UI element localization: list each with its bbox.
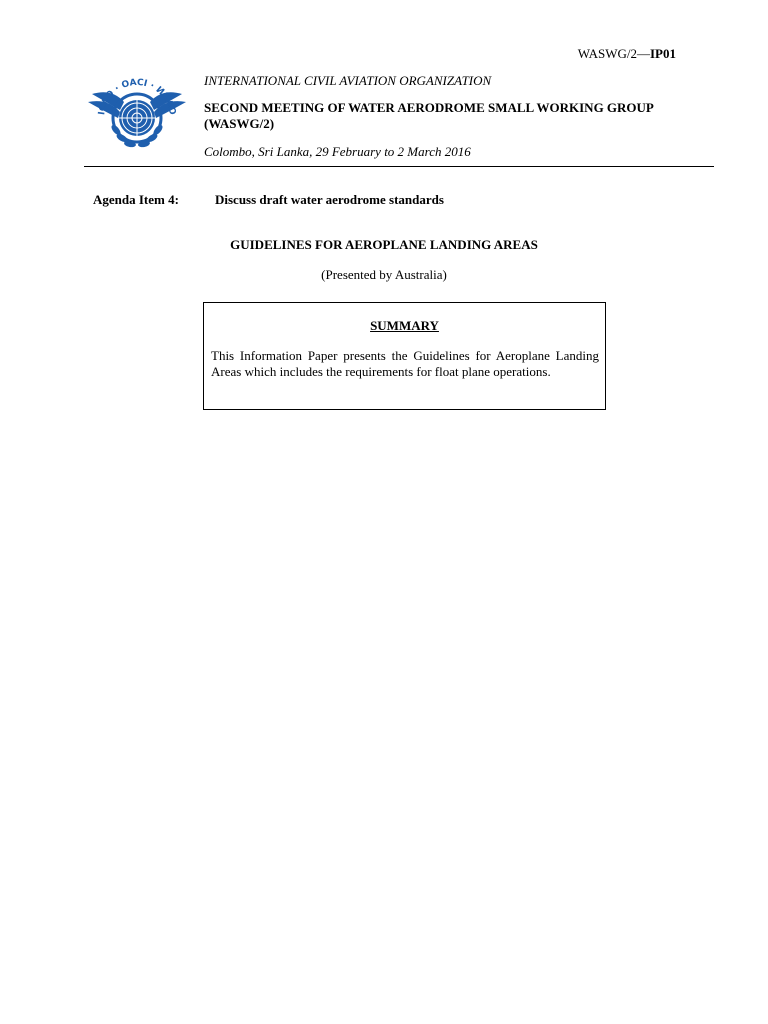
meeting-title-line1: SECOND MEETING OF WATER AERODROME SMALL WORKING GROUP <box>204 100 654 115</box>
agenda-text: Discuss draft water aerodrome standards <box>215 192 444 207</box>
meeting-venue: Colombo, Sri Lanka, 29 February to 2 March 2016 <box>204 144 471 159</box>
organization-name: INTERNATIONAL CIVIL AVIATION ORGANIZATION <box>204 73 492 88</box>
summary-text: This Information Paper presents the Guidelines for Aeroplane Landing Areas which includes the requirements for float plane operations. <box>211 348 599 379</box>
document-ref-code: IP01 <box>650 46 676 61</box>
icao-emblem-icon <box>84 66 190 162</box>
agenda-label: Agenda Item 4: <box>93 192 179 207</box>
paper-title: GUIDELINES FOR AEROPLANE LANDING AREAS <box>230 237 538 252</box>
document-ref-prefix: WASWG/2— <box>577 46 650 61</box>
header-block <box>204 73 724 160</box>
summary-box <box>203 302 606 410</box>
presented-by: (Presented by Australia) <box>321 267 447 282</box>
document-reference <box>578 46 676 62</box>
summary-heading: SUMMARY <box>370 318 439 333</box>
meeting-title <box>204 100 724 132</box>
header-divider <box>84 166 714 167</box>
emblem-ring-text: ICAO · OACI · ИКАО <box>97 77 177 116</box>
agenda-item <box>93 192 693 208</box>
meeting-title-line2: (WASWG/2) <box>204 116 275 131</box>
